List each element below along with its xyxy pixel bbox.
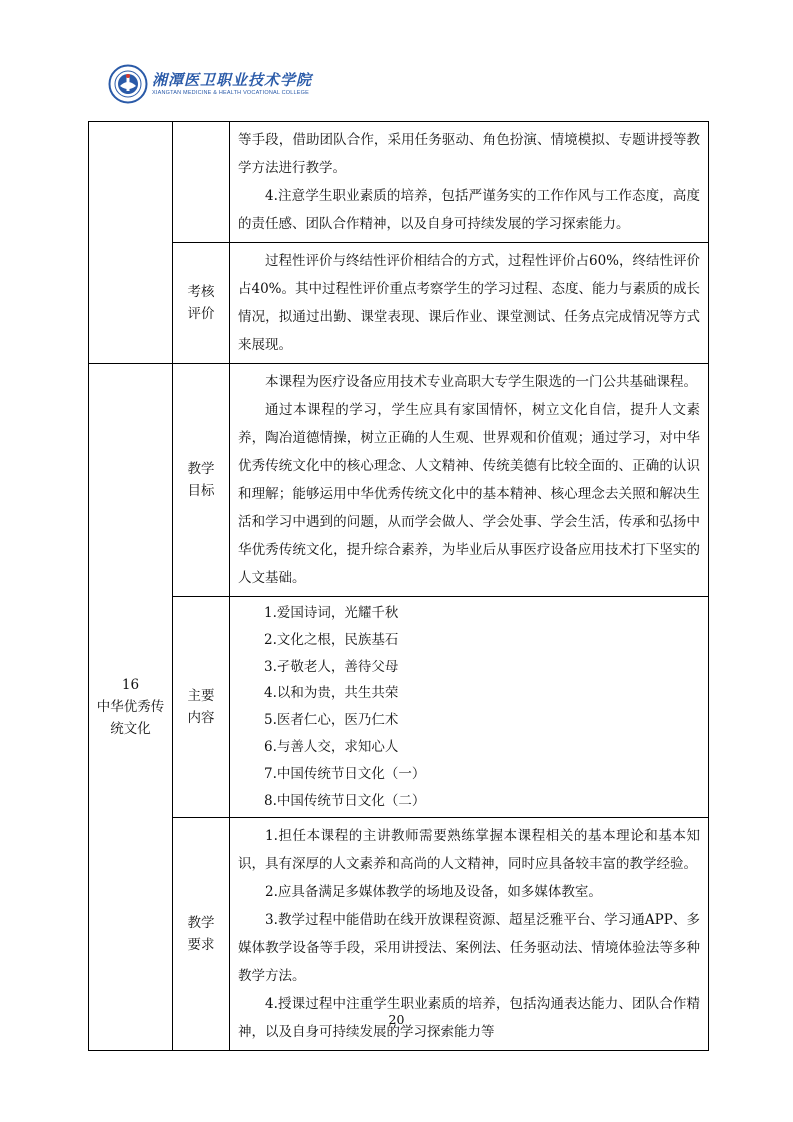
course-cell-prev [89,122,173,364]
requirements-label-text: 教学要求 [187,915,215,954]
teaching-cont-cell [230,122,709,243]
list-item: 7.中国传统节日文化（一） [264,765,426,782]
course-number: 16 [121,677,140,694]
text-paragraph: 通过本课程的学习，学生应具有家国情怀，树立文化自信，提升人文素养，陶冶道德情操，树立正确的人生观、世界观和价值观；通过学习，对中华优秀传统文化中的核心理念、人文精神、传统美德有比较全面的、正确的认识和理解；能够运用中华优秀传统文化中的基本精神、核心理念去关照和解决生活和学习中遇到的问题，从而学会做人、学会处事、学会生活，传承和弘扬中华优秀传统文化，提升综合素养，为毕业后从事医疗设备应用技术打下坚实的人文基础。 [238,402,700,586]
content-label [173,597,230,818]
assessment-cell [230,243,709,364]
text-paragraph: 4.注意学生职业素质的培养，包括严谨务实的工作作风与工作态度，高度的责任感、团队合作精神，以及自身可持续发展的学习探索能力。 [238,188,700,232]
list-item: 1.爱国诗词，光耀千秋 [264,605,399,621]
label-cell-prev [173,122,230,243]
list-item: 6.与善人交，求知心人 [264,738,399,755]
text-paragraph: 3.教学过程中能借助在线开放课程资源、超星泛雅平台、学习通APP、多媒体教学设备等手段，采用讲授法、案例法、任务驱动法、情境体验法等多种教学方法。 [238,912,700,985]
text-paragraph: 4.授课过程中注重学生职业素质的培养，包括沟通表达能力、团队合作精神，以及自身可持续发展的学习探索能力等 [238,996,700,1041]
college-logo [108,64,148,104]
course-table [88,121,709,1051]
text-paragraph: 1.担任本课程的主讲教师需要熟练掌握本课程相关的基本理论和基本知识，具有深厚的人文素养和高尚的人文精神，同时应具备较丰富的教学经验。 [238,828,700,873]
list-item: 3.孑敬老人，善待父母 [264,658,399,675]
content-label-text: 主要内容 [187,688,215,727]
page-number: 20 [388,1012,405,1027]
course-name: 中华优秀传统文化 [96,699,165,738]
table-row [89,122,709,243]
objectives-cell [230,364,709,597]
content-cell [230,597,709,818]
list-item: 2.文化之根，民族基石 [264,631,399,648]
school-name-cn: 湘潭医卫职业技术学院 [152,71,313,89]
objectives-label-text: 教学目标 [187,461,215,499]
list-item: 8.中国传统节日文化（二） [264,792,426,809]
course-name-cell [89,364,173,1051]
text-paragraph: 本课程为医疗设备应用技术专业高职大专学生限选的一门公共基础课程。 [265,374,697,390]
table-row [89,243,709,364]
assessment-label [173,243,230,364]
text-paragraph: 等手段，借助团队合作，采用任务驱动、角色扮演、情境模拟、专题讲授等教学方法进行教学。 [238,132,700,176]
list-item: 5.医者仁心，医乃仁术 [264,712,399,729]
table-row [89,597,709,818]
text-paragraph: 2.应具备满足多媒体教学的场地及设备，如多媒体教室。 [265,884,602,901]
objectives-label [173,364,230,597]
school-name-en: XIANGTAN MEDICINE & HEALTH VOCATIONAL COLLEGE [152,90,310,96]
table-row [89,364,709,597]
list-item: 4.以和为贵，共生共荣 [264,685,399,702]
assessment-label-text: 考核评价 [187,284,215,322]
text-paragraph: 过程性评价与终结性评价相结合的方式，过程性评价占60%，终结性评价占40%。其中过程性评价重点考察学生的学习过程、态度、能力与素质的成长情况，拟通过出勤、课堂表现、课后作业、课堂测试、任务点完成情况等方式来展现。 [238,253,701,353]
